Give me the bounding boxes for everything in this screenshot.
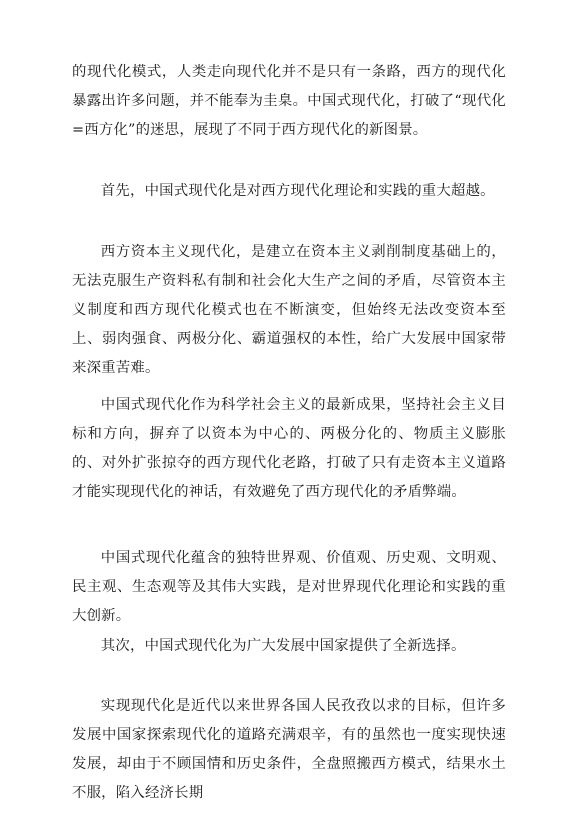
paragraph-worldview-innovation: 中国式现代化蕴含的独特世界观、价值观、历史观、文明观、民主观、生态观等及其伟大实践，是对世界现代化理论和实践的重大创新。 [72, 550, 506, 624]
paragraph-chinese-modernization-socialism: 中国式现代化作为科学社会主义的最新成果，坚持社会主义目标和方向，摒弃了以资本为中心的、两极分化的、物质主义膨胀的、对外扩张掠夺的西方现代化老路，打破了只有走资本主义道路才能实现现代化的神话，有效避免了西方现代化的矛盾弊端。 [72, 397, 506, 500]
paragraph-continued: 的现代化模式，人类走向现代化并不是只有一条路，西方的现代化暴露出许多问题，并不能奉为圭臬。中国式现代化，打破了“现代化=西方化”的迷思，展现了不同于西方现代化的新图景。 [72, 64, 506, 138]
paragraph-developing-countries: 实现现代化是近代以来世界各国人民孜孜以求的目标，但许多发展中国家探索现代化的道路充满艰辛，有的虽然也一度实现快速发展，却由于不顾国情和历史条件，全盘照搬西方模式，结果水土不服，陷入经济长期 [72, 698, 506, 801]
paragraph-first-point: 首先，中国式现代化是对西方现代化理论和实践的重大超越。 [100, 183, 495, 199]
paragraph-western-capitalism: 西方资本主义现代化，是建立在资本主义剥削制度基础上的，无法克服生产资料私有制和社会化大生产之间的矛盾，尽管资本主义制度和西方现代化模式也在不断演变，但始终无法改变资本至上、弱肉强食、两极分化、霸道强权的本性，给广大发展中国家带来深重苦难。 [72, 244, 506, 376]
paragraph-second-point: 其次，中国式现代化为广大发展中国家提供了全新选择。 [100, 638, 466, 654]
